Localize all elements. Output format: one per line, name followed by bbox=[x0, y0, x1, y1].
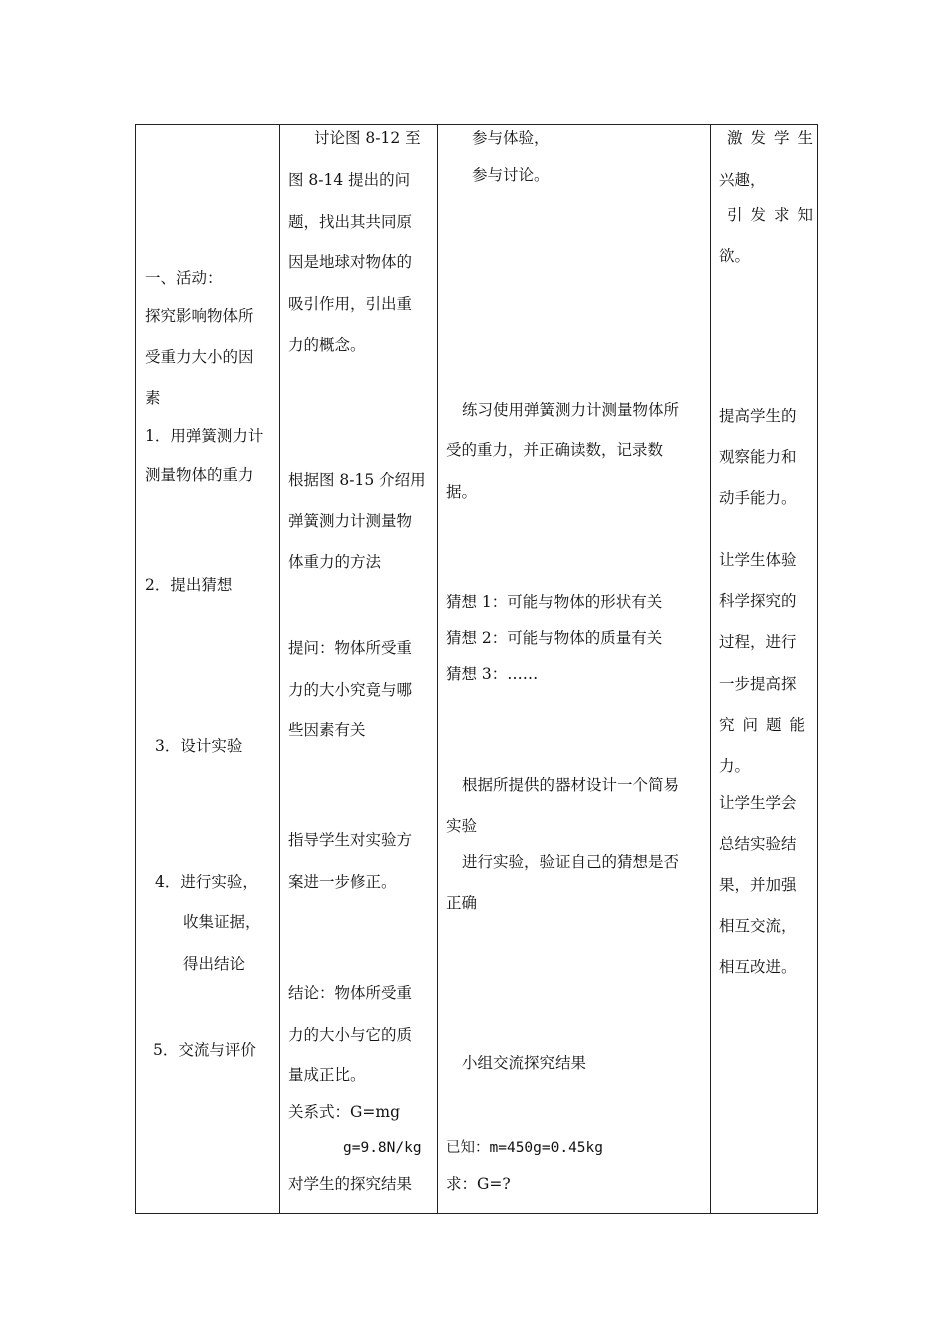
student-line: 进行实验，验证自己的猜想是否 bbox=[462, 853, 680, 871]
teacher-line: 些因素有关 bbox=[288, 721, 366, 739]
intent-line: 总结实验结 bbox=[719, 835, 797, 853]
hypothesis-line: 猜想 1：可能与物体的形状有关 bbox=[446, 593, 663, 611]
activity-line: 受重力大小的因 bbox=[145, 348, 254, 366]
student-line: 实验 bbox=[446, 817, 478, 835]
intent-line: 提高学生的 bbox=[719, 407, 797, 425]
column-divider-2 bbox=[437, 125, 438, 1213]
activity-line: 素 bbox=[145, 389, 161, 407]
intent-line: 相互交流， bbox=[719, 917, 797, 935]
intent-line: 力。 bbox=[719, 757, 751, 775]
intent-line: 果，并加强 bbox=[719, 876, 797, 894]
teacher-line: 力的概念。 bbox=[288, 336, 366, 354]
student-line: 参与体验， bbox=[472, 129, 550, 147]
intent-line: 欲。 bbox=[719, 247, 751, 265]
intent-line: 让学生学会 bbox=[719, 794, 797, 812]
teacher-line: 提问：物体所受重 bbox=[288, 639, 413, 657]
find-line: 求：G=? bbox=[446, 1175, 511, 1193]
intent-line: 观察能力和 bbox=[719, 448, 797, 466]
given-line: 已知：m=450g=0.45kg bbox=[446, 1140, 603, 1156]
teacher-line: 弹簧测力计测量物 bbox=[288, 512, 413, 530]
teacher-line: 对学生的探究结果 bbox=[288, 1175, 413, 1193]
activity-line: 得出结论 bbox=[183, 955, 246, 973]
student-line: 据。 bbox=[446, 483, 478, 501]
student-line: 小组交流探究结果 bbox=[462, 1054, 587, 1072]
intent-line: 激发学生 bbox=[727, 129, 822, 147]
teacher-line: 量成正比。 bbox=[288, 1066, 366, 1084]
teacher-line: 根据图 8-15 介绍用 bbox=[288, 471, 426, 489]
intent-line: 一步提高探 bbox=[719, 675, 797, 693]
intent-line: 过程，进行 bbox=[719, 633, 797, 651]
activity-line: 测量物体的重力 bbox=[145, 466, 254, 484]
teacher-line: 力的大小与它的质 bbox=[288, 1026, 413, 1044]
activity-line: 5．交流与评价 bbox=[153, 1041, 256, 1059]
student-line: 参与讨论。 bbox=[472, 166, 550, 184]
activity-line: 2．提出猜想 bbox=[145, 576, 233, 594]
activity-line: 1．用弹簧测力计 bbox=[145, 427, 264, 445]
teacher-line: 因是地球对物体的 bbox=[288, 253, 413, 271]
teacher-line: 体重力的方法 bbox=[288, 553, 382, 571]
teacher-line: 题，找出其共同原 bbox=[288, 213, 413, 231]
column-divider-3 bbox=[710, 125, 711, 1213]
formula-constant: g=9.8N/kg bbox=[343, 1140, 422, 1156]
student-line: 练习使用弹簧测力计测量物体所 bbox=[462, 401, 680, 419]
student-line: 受的重力，并正确读数，记录数 bbox=[446, 441, 664, 459]
column-divider-1 bbox=[279, 125, 280, 1213]
teacher-line: 图 8-14 提出的问 bbox=[288, 171, 411, 189]
hypothesis-line: 猜想 2：可能与物体的质量有关 bbox=[446, 629, 663, 647]
teacher-line: 案进一步修正。 bbox=[288, 873, 397, 891]
intent-line: 兴趣， bbox=[719, 171, 766, 189]
student-line: 根据所提供的器材设计一个简易 bbox=[462, 776, 680, 794]
teacher-line: 力的大小究竟与哪 bbox=[288, 681, 413, 699]
teacher-line: 吸引作用，引出重 bbox=[288, 295, 413, 313]
teacher-line: 结论：物体所受重 bbox=[288, 984, 413, 1002]
intent-line: 让学生体验 bbox=[719, 551, 797, 569]
activity-line: 一、活动： bbox=[145, 269, 223, 287]
intent-line: 相互改进。 bbox=[719, 958, 797, 976]
intent-line: 动手能力。 bbox=[719, 489, 797, 507]
intent-line: 究问题能 bbox=[719, 716, 814, 734]
intent-line: 科学探究的 bbox=[719, 592, 797, 610]
hypothesis-line: 猜想 3：…… bbox=[446, 665, 539, 683]
student-line: 正确 bbox=[446, 894, 478, 912]
activity-line: 4．进行实验， bbox=[155, 873, 258, 891]
activity-line: 探究影响物体所 bbox=[145, 307, 254, 325]
teacher-line: 指导学生对实验方 bbox=[288, 831, 413, 849]
activity-line: 收集证据， bbox=[183, 913, 261, 931]
formula-line: 关系式：G=mg bbox=[288, 1103, 400, 1121]
activity-line: 3．设计实验 bbox=[155, 737, 243, 755]
teacher-line: 讨论图 8-12 至 bbox=[314, 129, 421, 147]
intent-line: 引发求知 bbox=[727, 206, 822, 224]
